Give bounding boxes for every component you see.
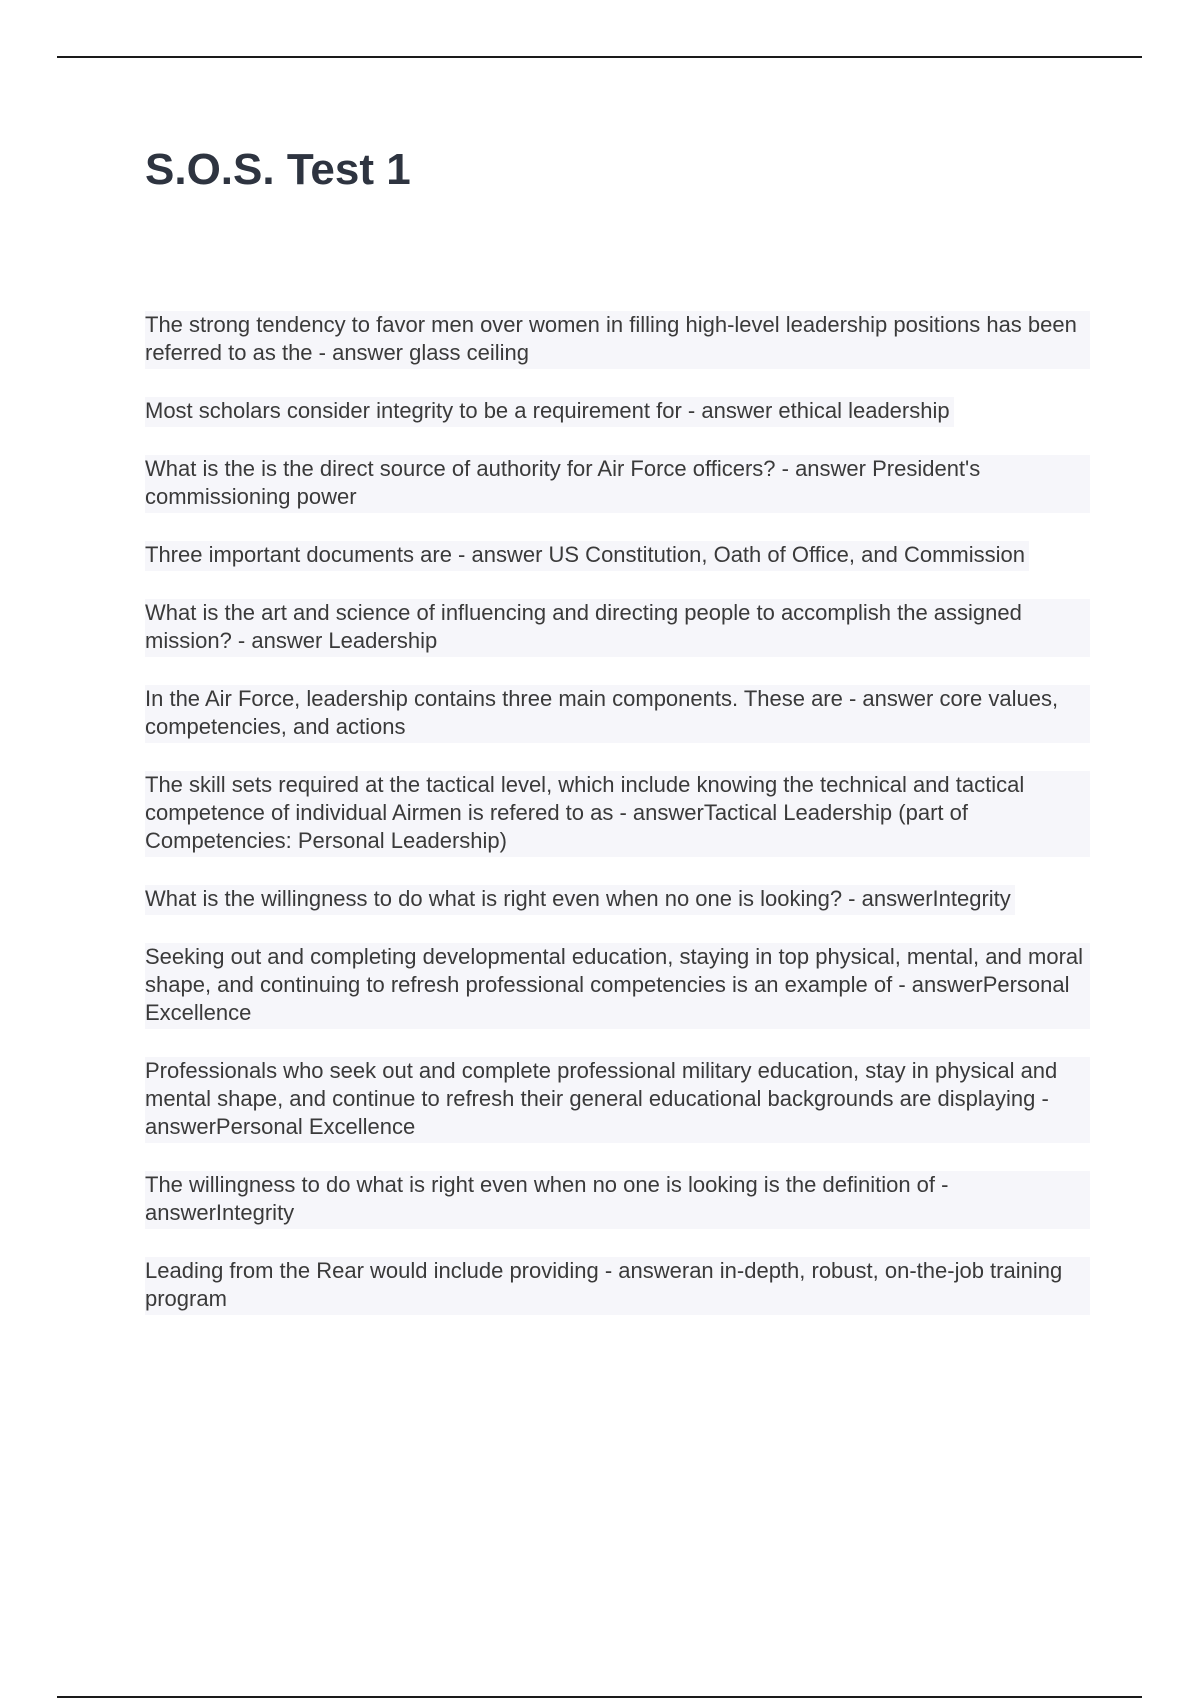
qa-item: Professionals who seek out and complete professional military education, stay in physical and mental shape, and continue to refresh their general educational backgrounds are displaying - answerPersonal Excellence (145, 1057, 1090, 1143)
qa-item: What is the art and science of influencing and directing people to accomplish the assigned mission? - answer Leadership (145, 599, 1090, 657)
qa-list (145, 311, 1090, 1343)
qa-item: Most scholars consider integrity to be a requirement for - answer ethical leadership (145, 397, 954, 427)
top-divider (57, 56, 1142, 58)
qa-item: What is the willingness to do what is right even when no one is looking? - answerIntegrity (145, 885, 1015, 915)
qa-item: The skill sets required at the tactical level, which include knowing the technical and tactical competence of individual Airmen is refered to as - answerTactical Leadership (part of Competencies: Personal Leadership) (145, 771, 1090, 857)
page-title: S.O.S. Test 1 (145, 145, 411, 194)
bottom-divider (57, 1696, 1142, 1698)
qa-item: Seeking out and completing developmental education, staying in top physical, mental, and moral shape, and continuing to refresh professional competencies is an example of - answerPersonal Excellence (145, 943, 1090, 1029)
qa-item: What is the is the direct source of authority for Air Force officers? - answer President's commissioning power (145, 455, 1090, 513)
qa-item: The willingness to do what is right even when no one is looking is the definition of - answerIntegrity (145, 1171, 1090, 1229)
qa-item: The strong tendency to favor men over women in filling high-level leadership positions has been referred to as the - answer glass ceiling (145, 311, 1090, 369)
qa-item: In the Air Force, leadership contains three main components. These are - answer core values, competencies, and actions (145, 685, 1090, 743)
qa-item: Leading from the Rear would include providing - answeran in-depth, robust, on-the-job training program (145, 1257, 1090, 1315)
qa-item: Three important documents are - answer US Constitution, Oath of Office, and Commission (145, 541, 1029, 571)
